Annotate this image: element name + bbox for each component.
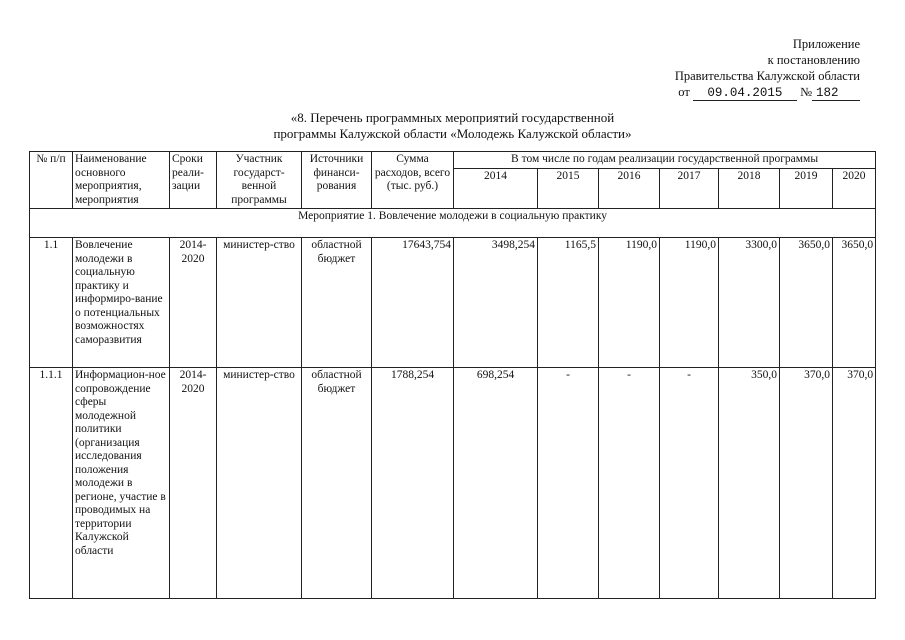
row-value: 3650,0 <box>833 238 876 368</box>
appendix-header <box>675 36 860 101</box>
row-value: 3498,254 <box>454 238 538 368</box>
header-year: 2014 <box>454 169 538 209</box>
row-value: 1190,0 <box>660 238 719 368</box>
header-sum: Сумма расходов, всего (тыс. руб.) <box>372 152 454 209</box>
appendix-line-1: Приложение <box>792 37 860 51</box>
row-value: 350,0 <box>719 368 780 599</box>
header-row-1 <box>30 152 876 169</box>
number-label: № <box>800 85 812 99</box>
row-source: областной бюджет <box>302 368 372 599</box>
row-value: - <box>538 368 599 599</box>
table-row <box>30 238 876 368</box>
row-value: 1165,5 <box>538 238 599 368</box>
row-value: 370,0 <box>833 368 876 599</box>
row-period: 2014-2020 <box>170 238 217 368</box>
row-period: 2014-2020 <box>170 368 217 599</box>
order-date: 09.04.2015 <box>693 86 797 101</box>
row-value: 3300,0 <box>719 238 780 368</box>
header-num: № п/п <box>30 152 73 209</box>
title-line-1: «8. Перечень программных мероприятий государственной <box>290 110 615 125</box>
header-participant: Участник государст-венной программы <box>217 152 302 209</box>
row-value: - <box>599 368 660 599</box>
header-year: 2018 <box>719 169 780 209</box>
row-value: 370,0 <box>780 368 833 599</box>
header-year: 2015 <box>538 169 599 209</box>
row-name: Вовлечение молодежи в социальную практику и информиро-вание о потенциальных возможностях саморазвития <box>73 238 170 368</box>
header-period: Сроки реали-зации <box>170 152 217 209</box>
appendix-line-2: к постановлению <box>767 53 860 67</box>
header-sources: Источники финанси-рования <box>302 152 372 209</box>
row-participant: министер-ство <box>217 368 302 599</box>
section-title: Мероприятие 1. Вовлечение молодежи в социальную практику <box>30 209 876 238</box>
appendix-line-3: Правительства Калужской области <box>674 69 860 83</box>
from-label: от <box>678 85 690 99</box>
header-years-group: В том числе по годам реализации государственной программы <box>454 152 876 169</box>
row-participant: министер-ство <box>217 238 302 368</box>
order-line <box>675 84 860 101</box>
title-line-2: программы Калужской области «Молодежь Калужской области» <box>273 126 632 141</box>
row-sum: 1788,254 <box>372 368 454 599</box>
header-year: 2020 <box>833 169 876 209</box>
document-title <box>0 110 905 142</box>
table-row <box>30 368 876 599</box>
row-value: - <box>660 368 719 599</box>
header-year: 2017 <box>660 169 719 209</box>
row-value: 3650,0 <box>780 238 833 368</box>
header-name: Наименование основного мероприятия, мероприятия <box>73 152 170 209</box>
row-num: 1.1 <box>30 238 73 368</box>
program-table <box>29 151 876 599</box>
header-year: 2016 <box>599 169 660 209</box>
header-year: 2019 <box>780 169 833 209</box>
row-num: 1.1.1 <box>30 368 73 599</box>
row-sum: 17643,754 <box>372 238 454 368</box>
order-number: 182 <box>812 86 860 101</box>
row-name: Информацион-ное сопровождение сферы молодежной политики (организация исследования положения молодежи в регионе, участие в проводимых на территории Калужской области <box>73 368 170 599</box>
row-source: областной бюджет <box>302 238 372 368</box>
section-row <box>30 209 876 238</box>
row-value: 698,254 <box>454 368 538 599</box>
row-value: 1190,0 <box>599 238 660 368</box>
